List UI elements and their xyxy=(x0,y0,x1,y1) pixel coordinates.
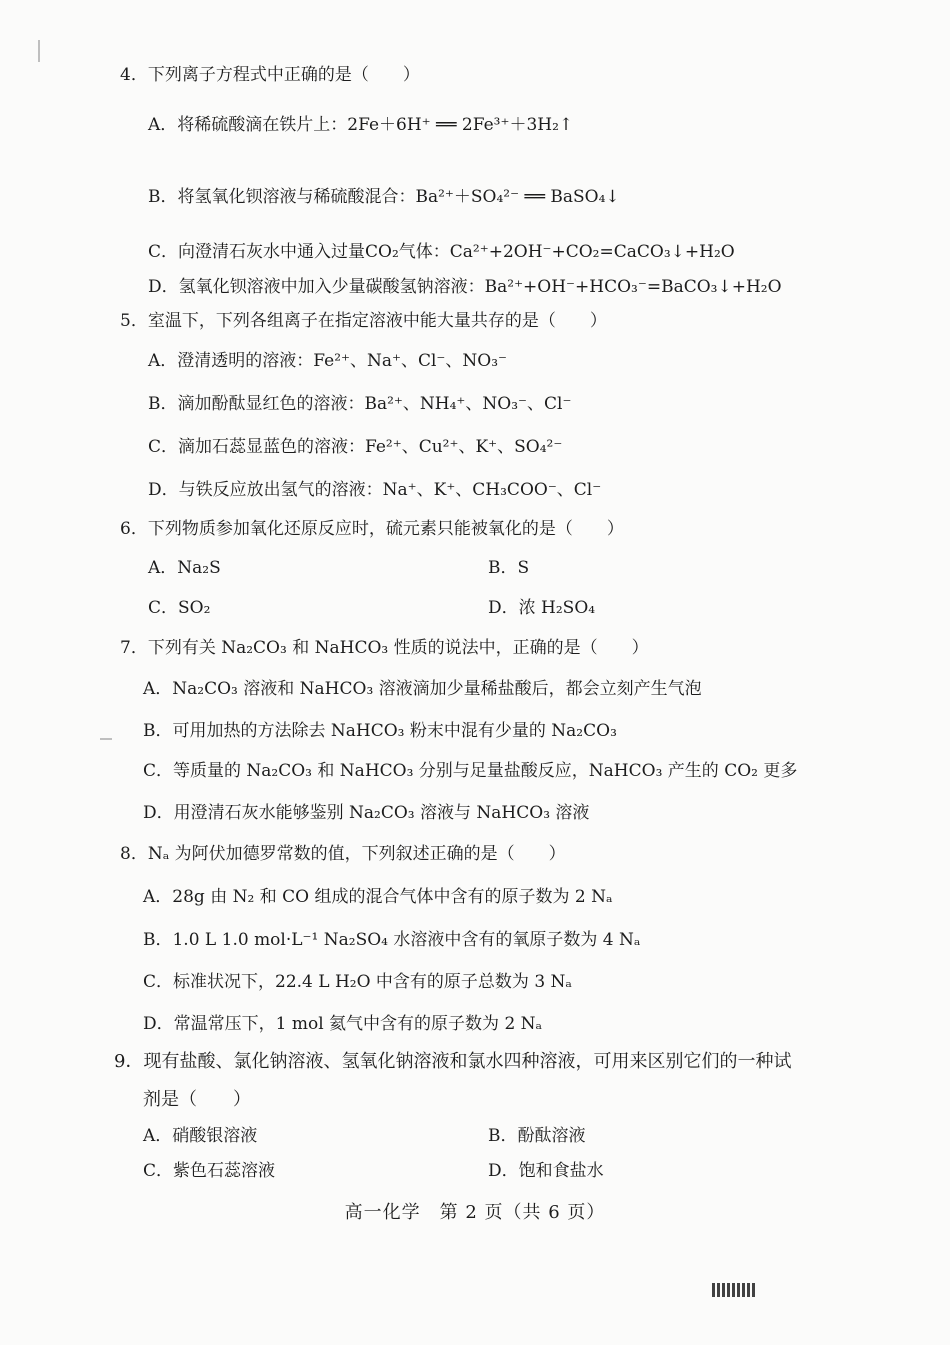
q9-option-b: B．酚酞溶液 xyxy=(488,1126,586,1146)
q4-option-d: D．氢氧化钡溶液中加入少量碳酸氢钠溶液：Ba²⁺+OH⁻+HCO₃⁻=BaCO₃↓+H₂O xyxy=(148,277,782,297)
q8-option-c: C．标准状况下，22.4 L H₂O 中含有的原子总数为 3 Nₐ xyxy=(143,972,572,992)
q6-option-d: D．浓 H₂SO₄ xyxy=(488,598,596,618)
q5-option-a: A．澄清透明的溶液：Fe²⁺、Na⁺、Cl⁻、NO₃⁻ xyxy=(148,351,507,371)
q7-stem: 7．下列有关 Na₂CO₃ 和 NaHCO₃ 性质的说法中，正确的是（ ） xyxy=(120,638,649,658)
q5-stem: 5．室温下，下列各组离子在指定溶液中能大量共存的是（ ） xyxy=(120,311,607,331)
q9-option-d: D．饱和食盐水 xyxy=(488,1161,604,1181)
q5-option-b: B．滴加酚酞显红色的溶液：Ba²⁺、NH₄⁺、NO₃⁻、Cl⁻ xyxy=(148,394,572,414)
scan-mark xyxy=(38,40,40,62)
q5-option-d: D．与铁反应放出氢气的溶液：Na⁺、K⁺、CH₃COO⁻、Cl⁻ xyxy=(148,480,602,500)
q7-option-d: D．用澄清石灰水能够鉴别 Na₂CO₃ 溶液与 NaHCO₃ 溶液 xyxy=(143,803,590,823)
q8-option-d: D．常温常压下，1 mol 氦气中含有的原子数为 2 Nₐ xyxy=(143,1014,543,1034)
q7-option-b: B．可用加热的方法除去 NaHCO₃ 粉末中混有少量的 Na₂CO₃ xyxy=(143,721,617,741)
q7-option-c: C．等质量的 Na₂CO₃ 和 NaHCO₃ 分别与足量盐酸反应，NaHCO₃ 产生的 CO₂ 更多 xyxy=(143,761,798,781)
q8-option-a: A．28g 由 N₂ 和 CO 组成的混合气体中含有的原子数为 2 Nₐ xyxy=(143,887,613,907)
q4-stem: 4．下列离子方程式中正确的是（ ） xyxy=(120,65,420,85)
q8-stem: 8．Nₐ 为阿伏加德罗常数的值，下列叙述正确的是（ ） xyxy=(120,844,566,864)
q9-stem-continued: 剂是（ ） xyxy=(143,1089,251,1110)
q6-option-b: B．S xyxy=(488,558,530,578)
page-footer: 高一化学 第 2 页（共 6 页） xyxy=(344,1202,606,1223)
q7-option-a: A．Na₂CO₃ 溶液和 NaHCO₃ 溶液滴加少量稀盐酸后，都会立刻产生气泡 xyxy=(143,679,702,699)
q5-option-c: C．滴加石蕊显蓝色的溶液：Fe²⁺、Cu²⁺、K⁺、SO₄²⁻ xyxy=(148,437,563,457)
q4-option-b: B．将氢氧化钡溶液与稀硫酸混合：Ba²⁺＋SO₄²⁻ ══ BaSO₄↓ xyxy=(148,187,620,207)
q9-option-a: A．硝酸银溶液 xyxy=(143,1126,258,1146)
qr-code-icon xyxy=(712,1283,756,1297)
scan-mark xyxy=(100,738,112,740)
q4-option-c: C．向澄清石灰水中通入过量CO₂气体：Ca²⁺+2OH⁻+CO₂=CaCO₃↓+H₂O xyxy=(148,242,735,262)
q6-option-a: A．Na₂S xyxy=(148,558,221,578)
q9-option-c: C．紫色石蕊溶液 xyxy=(143,1161,276,1181)
q6-stem: 6．下列物质参加氧化还原反应时，硫元素只能被氧化的是（ ） xyxy=(120,519,624,539)
q9-stem: 9．现有盐酸、氯化钠溶液、氢氧化钠溶液和氯水四种溶液，可用来区别它们的一种试 xyxy=(114,1051,792,1072)
q4-option-a: A．将稀硫酸滴在铁片上：2Fe＋6H⁺ ══ 2Fe³⁺＋3H₂↑ xyxy=(148,115,574,135)
q8-option-b: B．1.0 L 1.0 mol·L⁻¹ Na₂SO₄ 水溶液中含有的氧原子数为 4 Nₐ xyxy=(143,930,641,950)
q6-option-c: C．SO₂ xyxy=(148,598,211,618)
